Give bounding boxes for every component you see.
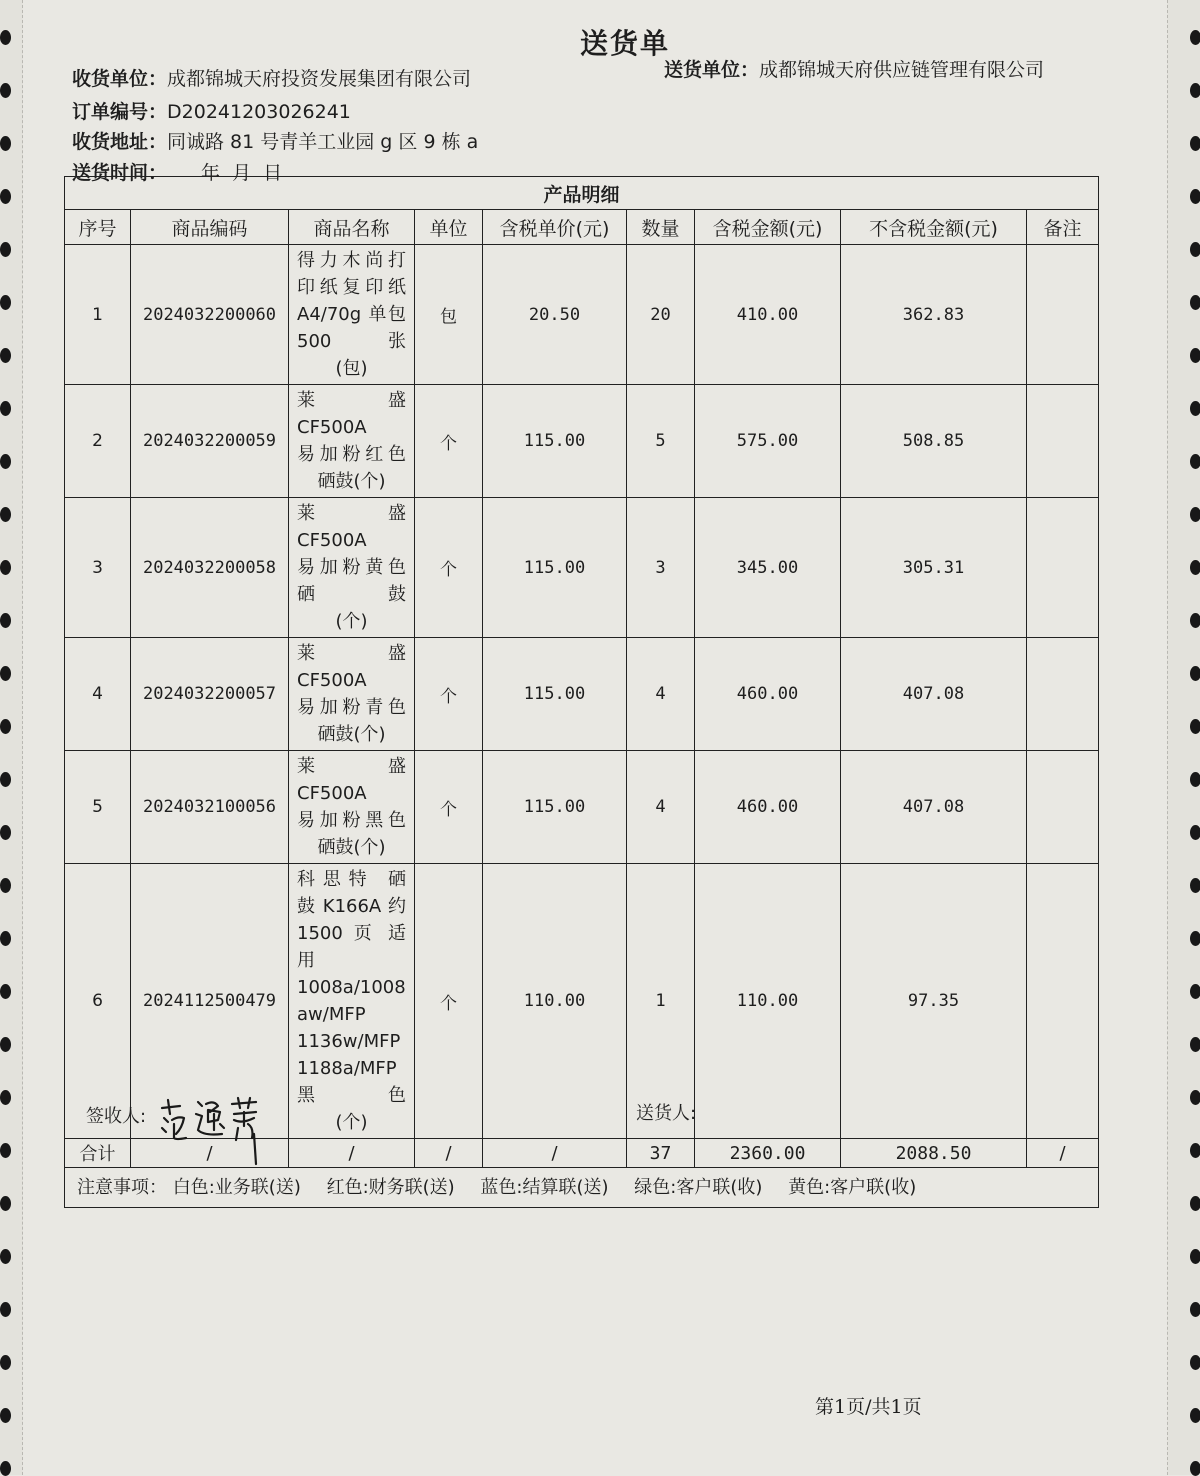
name-line: aw/MFP	[297, 1004, 366, 1025]
tractor-hole	[0, 30, 11, 45]
document-title: 送货单	[579, 27, 670, 60]
row-unit: 个	[415, 638, 483, 751]
total-remark: /	[1027, 1139, 1099, 1168]
tractor-hole	[1190, 1408, 1200, 1423]
tractor-hole	[0, 560, 11, 575]
row-price: 20.50	[483, 245, 627, 385]
table-row	[65, 638, 1099, 751]
name-line: 用	[297, 950, 315, 971]
name-line: 1500 页 适	[297, 923, 406, 944]
header-row	[65, 210, 1099, 245]
page-indicator: 第1页/共1页	[815, 1396, 922, 1418]
address-label: 收货地址：	[72, 131, 168, 153]
note-yellow: 黄色:客户联(收)	[788, 1177, 917, 1198]
name-line: 莱盛 CF500A	[297, 643, 406, 691]
table-row	[65, 751, 1099, 864]
name-line: 莱盛 CF500A	[297, 390, 406, 438]
row-price: 115.00	[483, 751, 627, 864]
row-name	[289, 498, 415, 638]
handwritten-signature	[158, 1094, 268, 1166]
tractor-hole	[0, 613, 11, 628]
name-line: 易加粉黄色	[297, 557, 406, 578]
total-label: 合计	[65, 1139, 131, 1168]
row-no: 3	[65, 498, 131, 638]
row-code: 2024032100056	[131, 751, 289, 864]
notes-cell	[65, 1168, 1099, 1208]
row-amount: 110.00	[695, 864, 841, 1139]
row-unit: 个	[415, 385, 483, 498]
row-unit: 个	[415, 864, 483, 1139]
row-name	[289, 751, 415, 864]
tractor-hole	[1190, 1196, 1200, 1211]
table-row	[65, 498, 1099, 638]
row-no: 1	[65, 245, 131, 385]
tractor-hole	[0, 878, 11, 893]
row-no: 4	[65, 638, 131, 751]
tractor-hole	[0, 83, 11, 98]
note-blue: 蓝色:结算联(送)	[480, 1177, 609, 1198]
row-price: 115.00	[483, 638, 627, 751]
row-qty: 20	[627, 245, 695, 385]
tractor-hole	[1190, 1302, 1200, 1317]
order-label: 订单编号：	[72, 101, 168, 123]
row-qty: 4	[627, 751, 695, 864]
row-no: 6	[65, 864, 131, 1139]
row-qty: 4	[627, 638, 695, 751]
receiver-value: 成都锦城天府投资发展集团有限公司	[167, 68, 472, 90]
tractor-hole	[0, 242, 11, 257]
tractor-hole	[1190, 666, 1200, 681]
tractor-hole	[0, 1090, 11, 1105]
tractor-hole	[1190, 30, 1200, 45]
name-line: 1188a/MFP	[297, 1058, 397, 1079]
address-value: 同诚路 81 号青羊工业园 g 区 9 栋 a	[167, 131, 479, 153]
tractor-hole	[1190, 348, 1200, 363]
tractor-hole	[0, 1408, 11, 1423]
receiver-signature	[158, 1094, 268, 1166]
name-line: 黑 色	[297, 1085, 406, 1106]
tractor-hole	[0, 984, 11, 999]
order-value: D20241203026241	[167, 101, 351, 123]
tractor-hole	[0, 1249, 11, 1264]
tractor-hole	[1190, 1090, 1200, 1105]
row-code: 2024032200057	[131, 638, 289, 751]
row-net: 508.85	[841, 385, 1027, 498]
tractor-hole	[0, 1461, 11, 1476]
tractor-hole	[0, 1302, 11, 1317]
tractor-hole	[0, 825, 11, 840]
tractor-hole	[0, 772, 11, 787]
name-line: 硒鼓(个)	[317, 724, 386, 745]
tractor-hole	[0, 507, 11, 522]
row-qty: 3	[627, 498, 695, 638]
row-no: 2	[65, 385, 131, 498]
row-remark	[1027, 638, 1099, 751]
row-no: 5	[65, 751, 131, 864]
row-amount: 575.00	[695, 385, 841, 498]
tractor-hole	[1190, 454, 1200, 469]
name-line: 莱盛 CF500A	[297, 756, 406, 804]
name-line: (个)	[335, 611, 368, 632]
row-code: 2024032200059	[131, 385, 289, 498]
row-name	[289, 864, 415, 1139]
column-header: 序号	[65, 210, 131, 245]
tractor-hole	[1190, 136, 1200, 151]
name-line: 易加粉青色	[297, 697, 406, 718]
tractor-hole	[1190, 878, 1200, 893]
row-net: 362.83	[841, 245, 1027, 385]
row-unit: 包	[415, 245, 483, 385]
tractor-hole	[0, 348, 11, 363]
tractor-hole	[1190, 613, 1200, 628]
row-name	[289, 385, 415, 498]
tractor-hole	[1190, 83, 1200, 98]
tractor-hole	[0, 1143, 11, 1158]
row-remark	[1027, 498, 1099, 638]
row-net: 407.08	[841, 751, 1027, 864]
table-body	[65, 245, 1099, 1139]
tractor-hole	[0, 401, 11, 416]
name-line: A4/70g 单包	[297, 304, 406, 325]
tractor-hole	[0, 719, 11, 734]
name-line: 硒鼓(个)	[317, 471, 386, 492]
row-remark	[1027, 245, 1099, 385]
tractor-hole	[0, 454, 11, 469]
tractor-hole	[1190, 772, 1200, 787]
sender-line	[664, 55, 1044, 82]
total-net: 2088.50	[841, 1139, 1027, 1168]
tractor-hole	[1190, 507, 1200, 522]
tractor-hole	[0, 931, 11, 946]
receiver-line	[72, 64, 471, 91]
total-name: /	[289, 1139, 415, 1168]
total-amount: 2360.00	[695, 1139, 841, 1168]
name-line: (包)	[335, 358, 368, 379]
tractor-hole	[1190, 984, 1200, 999]
tractor-hole	[1190, 242, 1200, 257]
time-value: 年 月 日	[201, 162, 283, 184]
row-remark	[1027, 864, 1099, 1139]
note-red: 红色:财务联(送)	[326, 1177, 455, 1198]
row-unit: 个	[415, 498, 483, 638]
table-caption: 产品明细	[65, 177, 1099, 210]
name-line: 易加粉黑色	[297, 810, 406, 831]
row-net: 407.08	[841, 638, 1027, 751]
tractor-hole	[0, 295, 11, 310]
name-line: 1008a/1008	[297, 977, 406, 998]
name-line: 得力木尚打	[297, 250, 406, 271]
row-qty: 1	[627, 864, 695, 1139]
sender-label: 送货单位：	[664, 59, 760, 81]
tractor-hole	[0, 666, 11, 681]
column-header: 单位	[415, 210, 483, 245]
row-qty: 5	[627, 385, 695, 498]
note-white: 白色:业务联(送)	[172, 1177, 301, 1198]
note-green: 绿色:客户联(收)	[634, 1177, 763, 1198]
name-line: 1136w/MFP	[297, 1031, 401, 1052]
tractor-hole	[1190, 1355, 1200, 1370]
notes-label: 注意事项：	[77, 1177, 167, 1198]
tractor-hole	[0, 189, 11, 204]
name-line: 鼓 K166A 约	[297, 896, 406, 917]
total-code: /	[131, 1139, 289, 1168]
row-price: 115.00	[483, 498, 627, 638]
tractor-hole	[1190, 560, 1200, 575]
name-line: 印纸复印纸	[297, 277, 406, 298]
sender-signature-label: 送货人:	[636, 1103, 697, 1124]
row-remark	[1027, 385, 1099, 498]
notes-row	[65, 1168, 1099, 1208]
row-amount: 410.00	[695, 245, 841, 385]
total-qty: 37	[627, 1139, 695, 1168]
column-header: 含税金额(元)	[695, 210, 841, 245]
tractor-hole	[1190, 189, 1200, 204]
tractor-hole	[0, 136, 11, 151]
name-line: 硒 鼓	[297, 584, 406, 605]
row-remark	[1027, 751, 1099, 864]
tractor-hole	[0, 1355, 11, 1370]
time-label: 送货时间：	[72, 162, 168, 184]
name-line: 科思特 硒	[297, 869, 406, 890]
sender-value: 成都锦城天府供应链管理有限公司	[759, 59, 1045, 81]
column-header: 商品名称	[289, 210, 415, 245]
row-amount: 460.00	[695, 751, 841, 864]
tractor-hole	[1190, 825, 1200, 840]
tractor-hole	[0, 1196, 11, 1211]
total-price: /	[483, 1139, 627, 1168]
name-line: (个)	[335, 1112, 368, 1133]
column-header: 数量	[627, 210, 695, 245]
tractor-hole	[1190, 401, 1200, 416]
column-header: 含税单价(元)	[483, 210, 627, 245]
tractor-hole	[1190, 931, 1200, 946]
tractor-hole	[1190, 1461, 1200, 1476]
row-code: 2024112500479	[131, 864, 289, 1139]
column-header: 商品编码	[131, 210, 289, 245]
table-row	[65, 245, 1099, 385]
order-line	[72, 97, 351, 124]
column-header: 不含税金额(元)	[841, 210, 1027, 245]
tractor-hole	[1190, 1249, 1200, 1264]
tractor-hole	[1190, 295, 1200, 310]
tractor-hole	[1190, 1037, 1200, 1052]
receiver-signature-label: 签收人:	[86, 1106, 147, 1127]
row-net: 97.35	[841, 864, 1027, 1139]
tractor-hole	[0, 1037, 11, 1052]
tractor-hole	[1190, 1143, 1200, 1158]
name-line: 莱盛 CF500A	[297, 503, 406, 551]
address-line	[72, 127, 478, 154]
name-line: 易加粉红色	[297, 444, 406, 465]
name-line: 硒鼓(个)	[317, 837, 386, 858]
total-unit: /	[415, 1139, 483, 1168]
receiver-label: 收货单位：	[72, 68, 168, 90]
row-price: 115.00	[483, 385, 627, 498]
table-row	[65, 385, 1099, 498]
row-code: 2024032200060	[131, 245, 289, 385]
row-unit: 个	[415, 751, 483, 864]
row-amount: 345.00	[695, 498, 841, 638]
row-amount: 460.00	[695, 638, 841, 751]
row-name	[289, 245, 415, 385]
row-net: 305.31	[841, 498, 1027, 638]
tractor-hole	[1190, 719, 1200, 734]
row-price: 110.00	[483, 864, 627, 1139]
product-table	[64, 176, 1099, 1208]
row-code: 2024032200058	[131, 498, 289, 638]
column-header: 备注	[1027, 210, 1099, 245]
row-name	[289, 638, 415, 751]
name-line: 500 张	[297, 331, 406, 352]
